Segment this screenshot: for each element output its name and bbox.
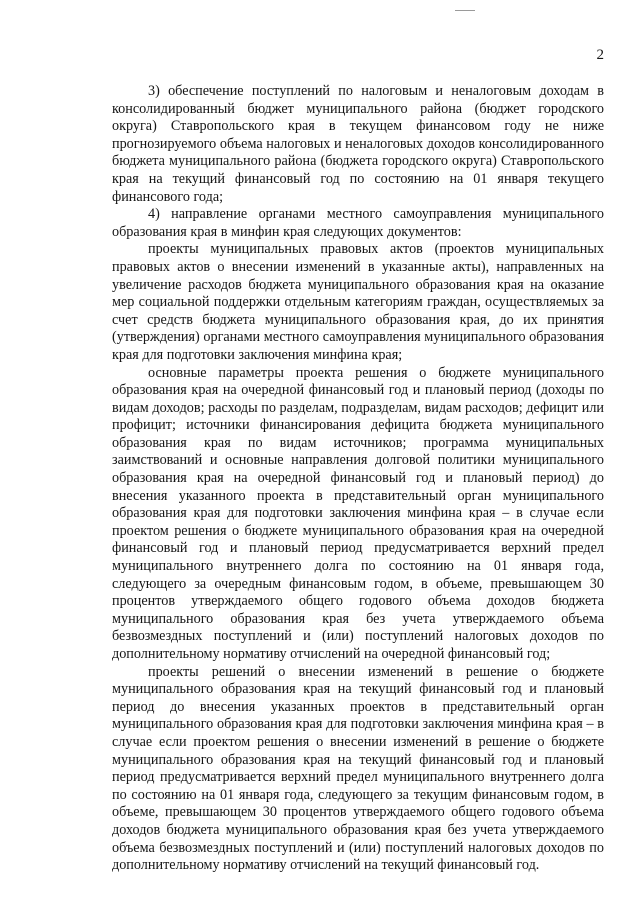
paragraph-budget-parameters: основные параметры проекта решения о бюджете муниципального образования края на очередной финансовый год и плановый период (доходы по видам доходов; расходы по разделам, подразделам, видам расходов; дефицит или профицит; источники финансирования дефицита бюджета муниципального образования края по видам источников; программа муниципальных заимствований и основные направления долговой политики муниципального образования края на очередной финансовый год и плановый период) до внесения указанного проекта в представительный орган муниципального образования края для подготовки заключения минфина края – в случае если проектом решения о бюджете муниципального образования края на очередной финансовый год и плановый период предусматривается верхний предел муниципального внутреннего долга по состоянию на 01 января года, следующего за очередным финансовым годом, в объеме, превышающем 30 процентов утверждаемого общего годового объема доходов бюджета муниципального образования края без учета утверждаемого объема безвозмездных поступлений и (или) поступлений налоговых доходов по дополнительному нормативу отчислений на очередной финансовый год; <box>112 364 604 662</box>
paragraph-budget-amendments: проекты решений о внесении изменений в решение о бюджете муниципального образования края на текущий финансовый год и плановый период до внесения указанных проектов в представительный орган муниципального образования края для подготовки заключения минфина края – в случае если проектом решения о внесении изменений в решение о бюджете муниципального образования края на текущий финансовый год и плановый период предусматривается верхний предел муниципального внутреннего долга по состоянию на 01 января года, следующего за текущим финансовым годом, в объеме, превышающем 30 процентов утверждаемого общего годового объема доходов бюджета муниципального образования края без учета утверждаемого объема безвозмездных поступлений и (или) поступлений налоговых доходов по дополнительному нормативу отчислений на текущий финансовый год. <box>112 663 604 874</box>
page-number: 2 <box>596 47 604 63</box>
paragraph-item-4: 4) направление органами местного самоуправления муниципального образования края в минфин края следующих документов: <box>112 206 604 240</box>
paragraph-item-3: 3) обеспечение поступлений по налоговым и неналоговым доходам в консолидированный бюджет муниципального района (бюджет городского округа) Ставропольского края в текущем финансовом году не ниже прогнозируемого объема налоговых и неналоговых доходов консолидированного бюджета муниципального района (бюджета городского округа) Ставропольского края на текущий финансовый год по состоянию на 01 января текущего финансового года; <box>112 83 604 205</box>
scan-mark <box>455 10 475 11</box>
document-body <box>112 83 604 875</box>
paragraph-legal-acts: проекты муниципальных правовых актов (проектов муниципальных правовых актов о внесении изменений в указанные акты), направленных на увеличение расходов бюджета муниципального образования края на оказание мер социальной поддержки отдельным категориям граждан, осуществляемых за счет средств бюджета муниципального образования края, до их принятия (утверждения) органами местного самоуправления муниципального образования края для подготовки заключения минфина края; <box>112 241 604 363</box>
